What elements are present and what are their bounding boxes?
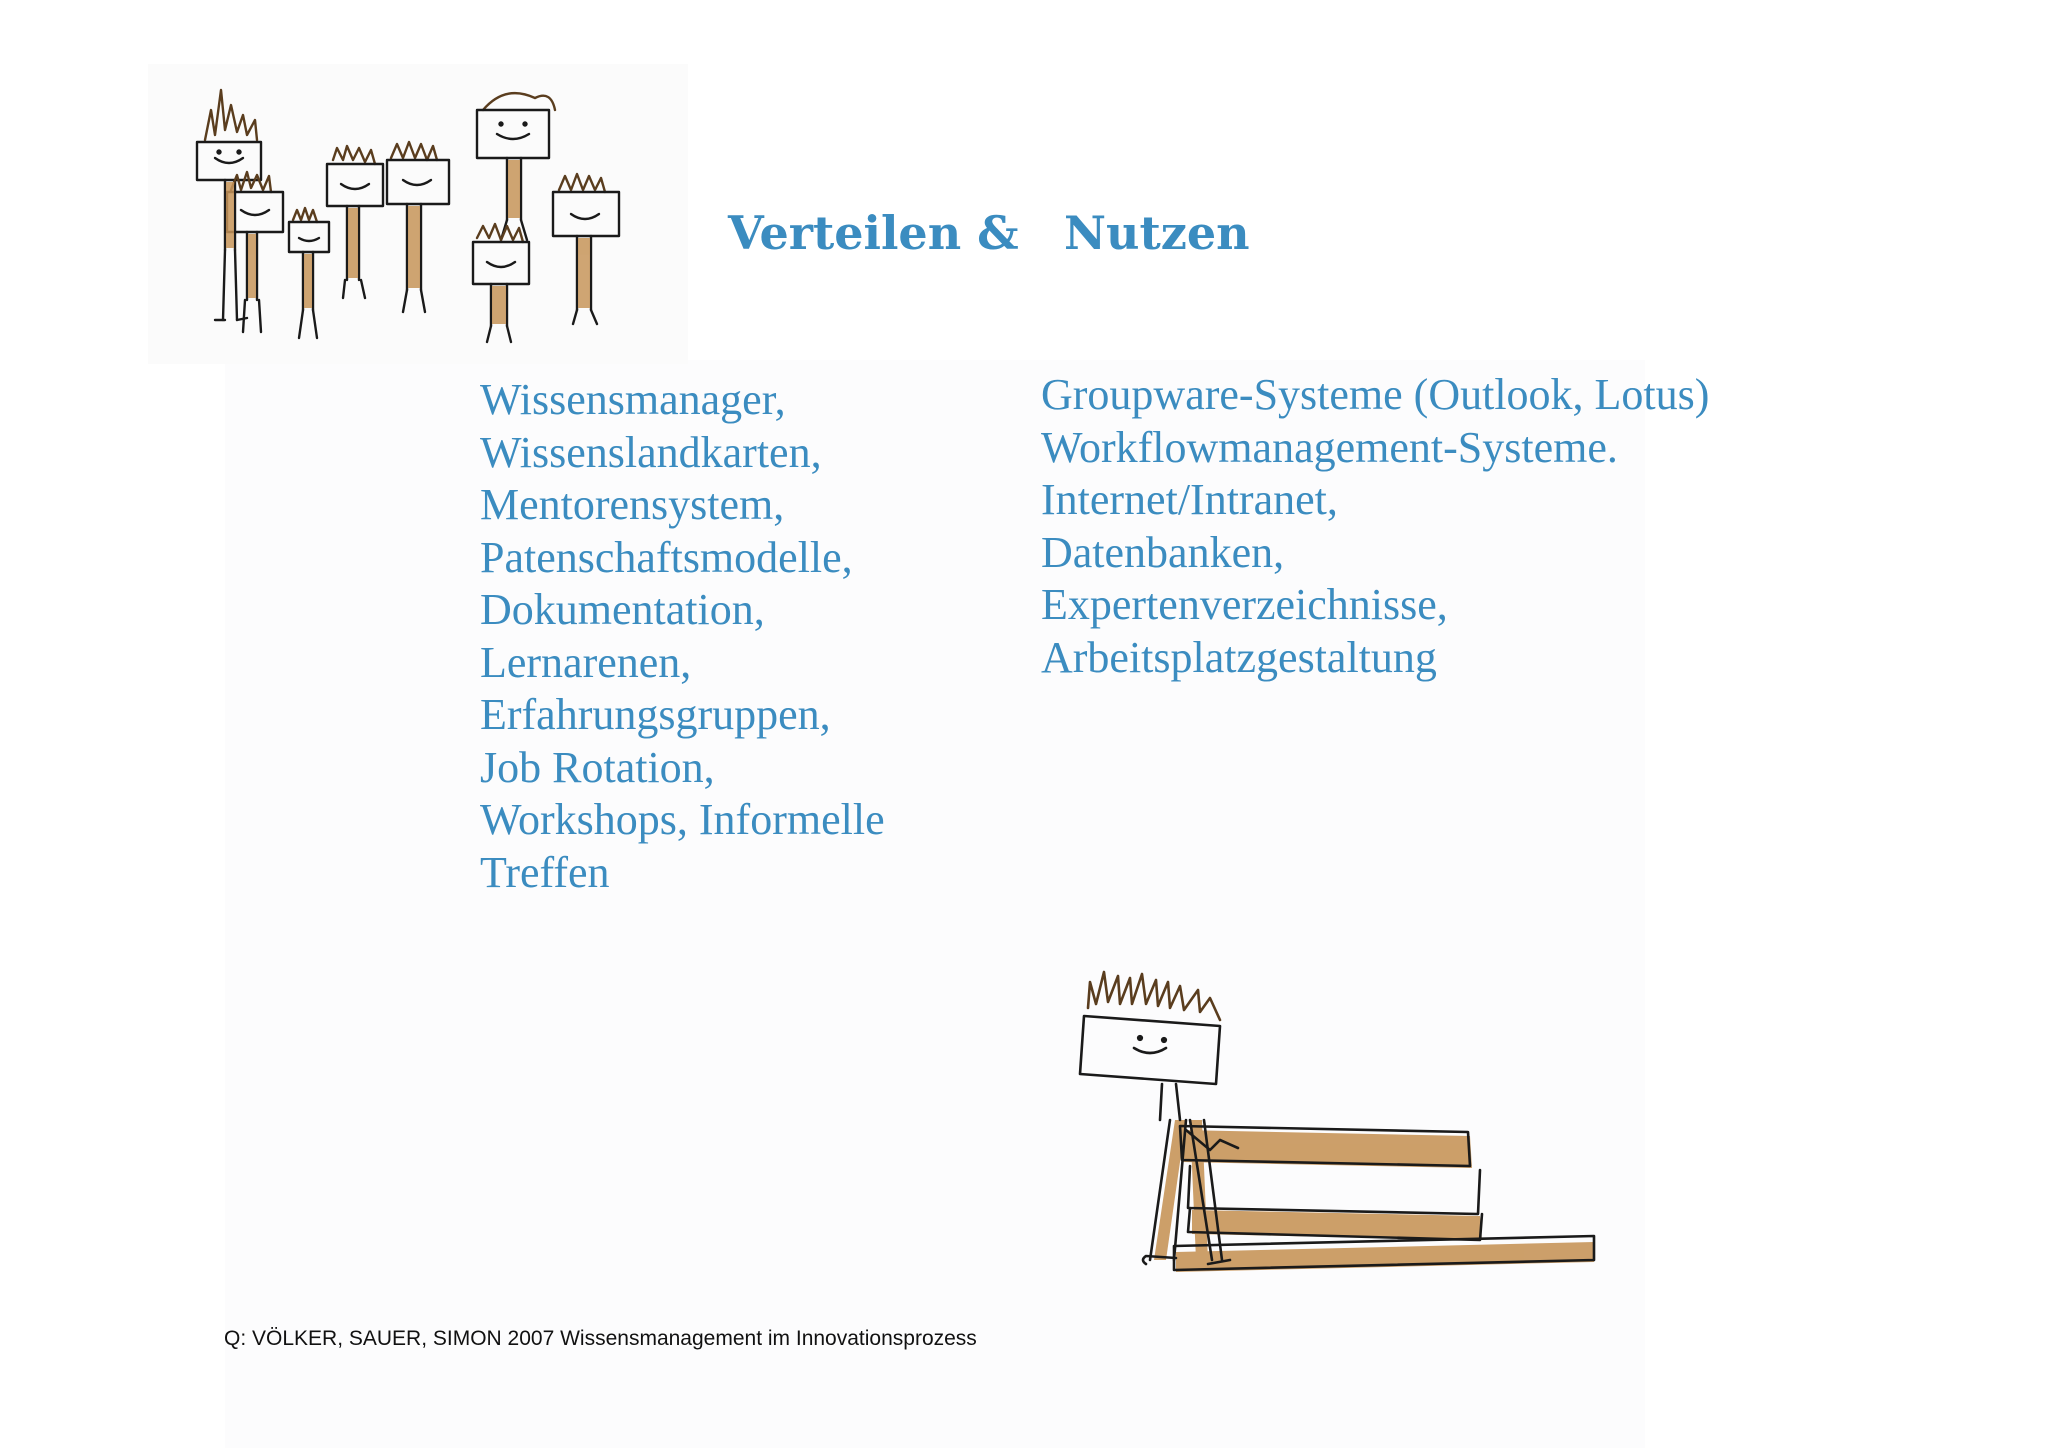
list-item: Treffen xyxy=(480,847,610,897)
nutzen-list xyxy=(1041,369,1709,684)
list-item: Job Rotation, xyxy=(480,742,715,792)
list-item: Workflowmanagement-Systeme. xyxy=(1041,422,1618,472)
list-item: Arbeitsplatzgestaltung xyxy=(1041,632,1437,682)
list-item: Patenschaftsmodelle, xyxy=(480,532,853,582)
list-item: Erfahrungsgruppen, xyxy=(480,690,831,739)
list-item: Internet/Intranet, xyxy=(1041,475,1338,524)
title-verteilen: Verteilen & xyxy=(728,206,1019,260)
list-item: Mentorensystem, xyxy=(480,480,785,529)
list-item: Expertenverzeichnisse, xyxy=(1041,580,1448,629)
slide-title xyxy=(728,206,1250,260)
verteilen-list xyxy=(480,374,885,899)
list-item: Wissensmanager, xyxy=(480,375,786,424)
title-nutzen: Nutzen xyxy=(1064,206,1250,260)
source-citation: Q: VÖLKER, SAUER, SIMON 2007 Wissensmanagement im Innovationsprozess xyxy=(224,1327,977,1350)
list-item: Dokumentation, xyxy=(480,585,765,634)
list-item: Lernarenen, xyxy=(480,637,692,687)
list-item: Groupware-Systeme (Outlook, Lotus) xyxy=(1041,370,1710,419)
stick-figure-crowd-illustration xyxy=(185,80,645,360)
stick-figure-pushing-boards-illustration xyxy=(1070,960,1630,1290)
list-item: Wissenslandkarten, xyxy=(480,427,822,477)
list-item: Datenbanken, xyxy=(1041,527,1285,577)
list-item: Workshops, Informelle xyxy=(480,795,885,844)
